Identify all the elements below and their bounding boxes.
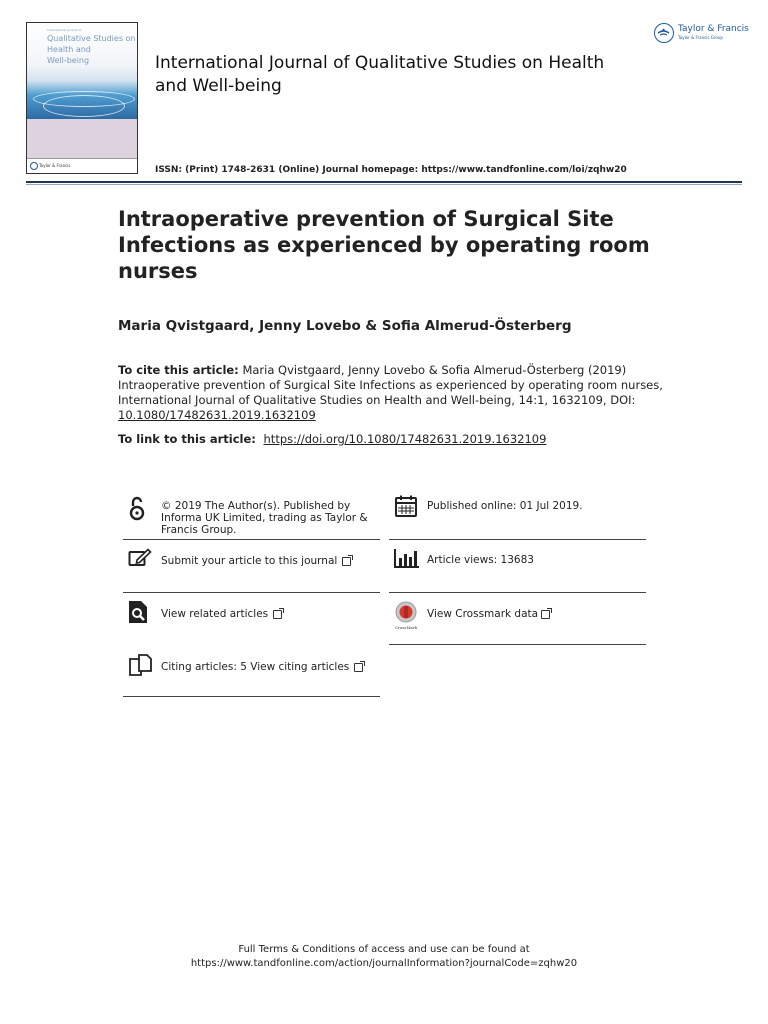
divider: [123, 539, 380, 540]
link-label: To link to this article:: [118, 432, 256, 446]
crossmark-link[interactable]: CrossMark View Crossmark data: [390, 598, 646, 638]
published-date: Published online: 01 Jul 2019.: [390, 494, 646, 534]
related-articles-link[interactable]: View related articles: [124, 598, 380, 638]
article-authors: Maria Qvistgaard, Jenny Lovebo & Sofia Almerud-Österberg: [118, 318, 572, 334]
crossmark-logo-text: CrossMark: [394, 625, 418, 630]
divider: [123, 592, 380, 593]
journal-homepage-link[interactable]: https://www.tandfonline.com/loi/zqhw20: [421, 165, 627, 175]
external-link-icon: [541, 610, 550, 619]
divider: [389, 539, 646, 540]
citation-doi-link[interactable]: 10.1080/17482631.2019.1632109: [118, 408, 316, 422]
cover-ripple: [43, 95, 125, 117]
crossmark-icon: [394, 600, 418, 636]
related-search-icon: [128, 600, 148, 628]
citing-articles-link[interactable]: Citing articles: 5 View citing articles: [124, 651, 380, 691]
article-views: Article views: 13683: [390, 546, 646, 586]
cite-label: To cite this article:: [118, 363, 239, 377]
cover-title: International Journal of Qualitative Studies on Health and Well-being: [47, 28, 136, 65]
cover-issn: [133, 163, 134, 168]
header-divider-light: [26, 184, 742, 185]
external-link-icon: [354, 663, 363, 672]
external-link-icon: [342, 557, 351, 566]
taylor-francis-logo-icon: [654, 23, 674, 43]
article-doi-link[interactable]: https://doi.org/10.1080/17482631.2019.1632109: [263, 432, 547, 446]
bar-chart-icon: [394, 548, 420, 572]
external-link-icon: [273, 610, 282, 619]
divider: [123, 696, 380, 697]
edit-icon: [128, 548, 152, 572]
footer-terms: Full Terms & Conditions of access and use can be found at https://www.tandfonline.com/action/journalInformation?journalCode=zqhw20: [0, 943, 768, 971]
cover-publisher: Taylor & Francis: [30, 162, 71, 170]
submit-article-link[interactable]: Submit your article to this journal: [124, 546, 380, 586]
divider: [389, 592, 646, 593]
cover-publisher-strip: [27, 158, 137, 173]
journal-cover-image: [26, 22, 138, 174]
article-title: Intraoperative prevention of Surgical Site Infections as experienced by operating room nurses: [118, 207, 650, 283]
issn-line: ISSN: (Print) 1748-2631 (Online) Journal homepage: https://www.tandfonline.com/loi/zqhw20: [155, 165, 627, 175]
divider: [389, 644, 646, 645]
footer-terms-link[interactable]: https://www.tandfonline.com/action/journalInformation?journalCode=zqhw20: [190, 958, 578, 969]
article-link-line: [118, 432, 546, 446]
journal-title: International Journal of Qualitative Studies on Health and Well-being: [155, 53, 605, 96]
license-info: © 2019 The Author(s). Published by Informa UK Limited, trading as Taylor & Francis Group.: [124, 494, 380, 538]
calendar-icon: [394, 494, 418, 522]
citing-documents-icon: [128, 653, 154, 681]
open-access-icon: [128, 496, 146, 526]
citation-block: To cite this article: Maria Qvistgaard, Jenny Lovebo & Sofia Almerud-Österberg (2019) Intraoperative prevention of Surgical Site Infections as experienced by operating room nurses, International Journal of Qualitative Studies on Health and Well-being, 14:1, 1632109, DOI: 10.1080/17482631.2019.1632109: [118, 363, 663, 422]
taylor-francis-name: Taylor & Francis: [678, 24, 749, 34]
taylor-francis-group: Taylor & Francis Group: [678, 35, 723, 40]
header-divider: [26, 181, 742, 183]
cover-publisher-logo-icon: [30, 162, 38, 170]
